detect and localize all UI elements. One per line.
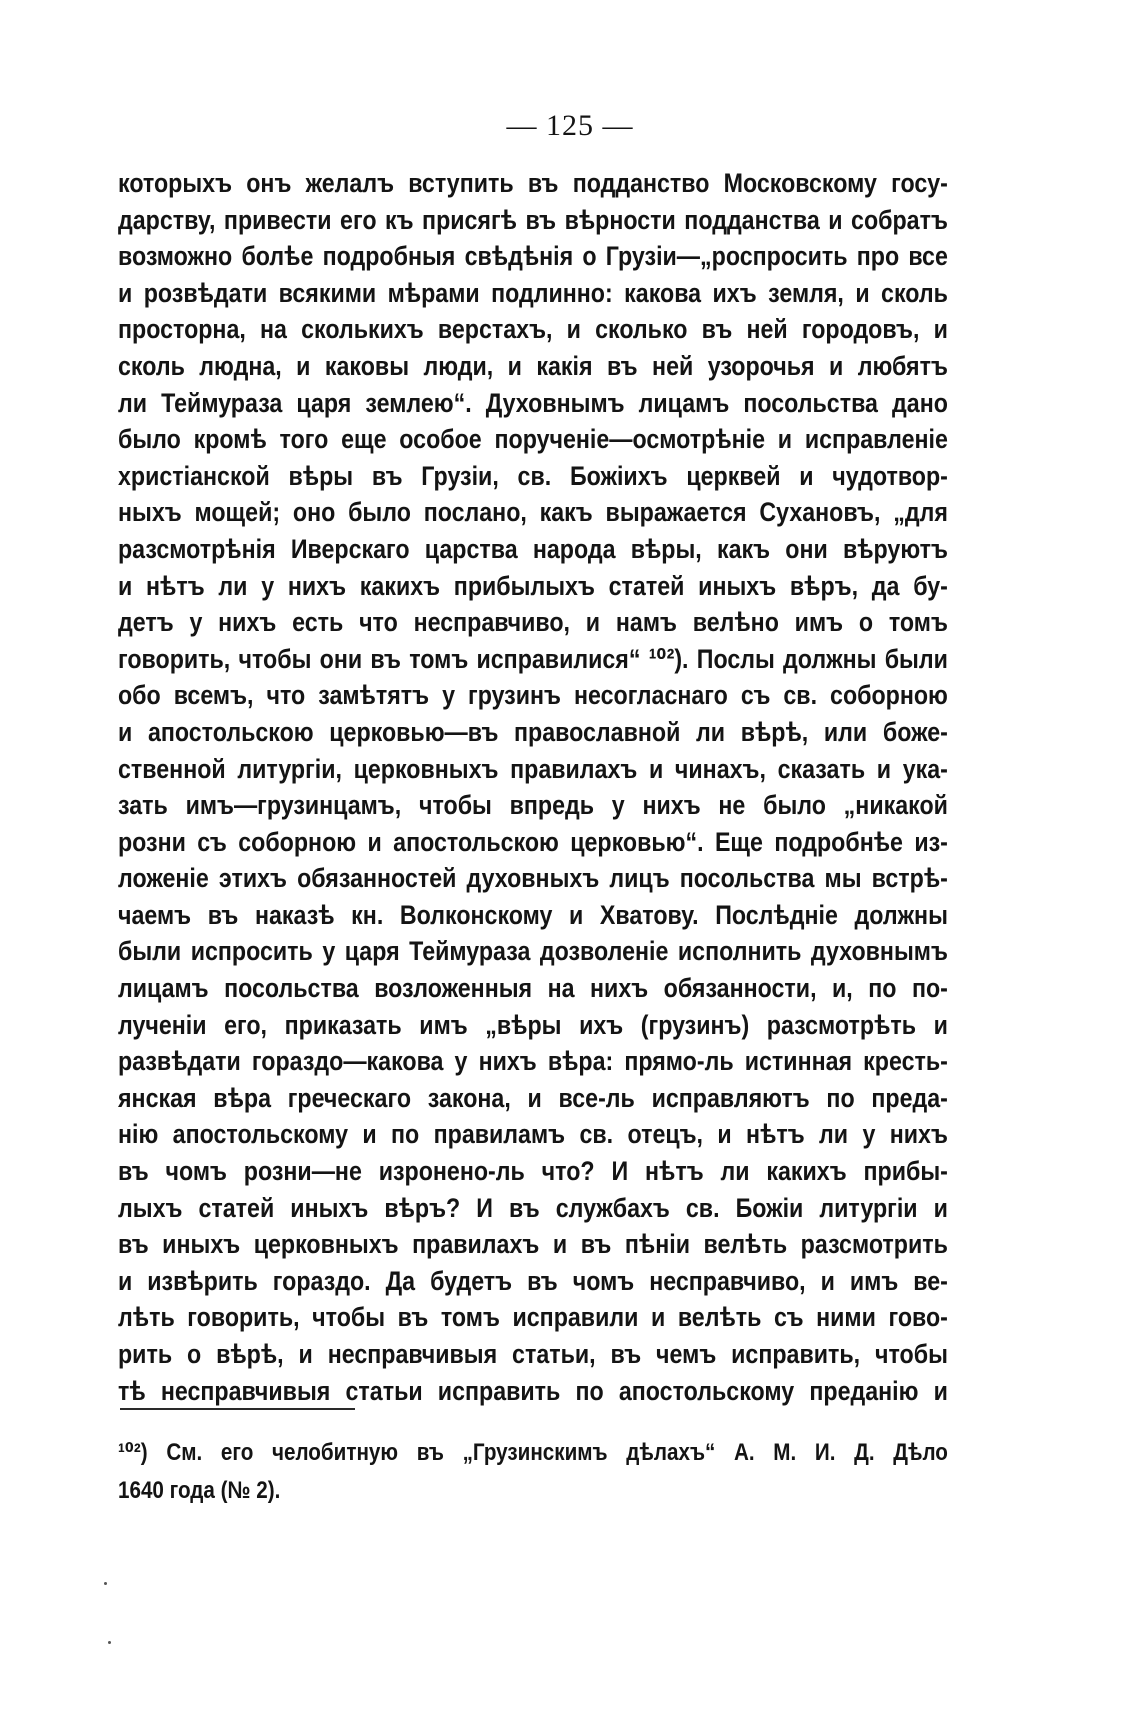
text-line: ложеніе этихъ обязанностей духовныхъ лицъ посольства мы встрѣ- bbox=[118, 863, 948, 894]
footnote-divider bbox=[120, 1408, 355, 1410]
text-line: обо всемъ, что замѣтятъ у грузинъ несогласнаго съ св. соборною bbox=[118, 680, 948, 711]
text-line: и нѣтъ ли у нихъ какихъ прибылыхъ статей иныхъ вѣръ, да бу- bbox=[118, 570, 948, 601]
text-line: ли Теймураза царя землею“. Духовнымъ лицамъ посольства дано bbox=[118, 387, 948, 418]
print-speck bbox=[104, 1582, 107, 1585]
text-line: христіанской вѣры въ Грузіи, св. Божіихъ церквей и чудотвор- bbox=[118, 460, 948, 491]
text-line: разсмотрѣнія Иверскаго царства народа вѣры, какъ они вѣруютъ bbox=[118, 533, 948, 564]
text-line: лыхъ статей иныхъ вѣръ? И въ службахъ св. Божіи литургіи и bbox=[118, 1192, 948, 1223]
text-line: лицамъ посольства возложенныя на нихъ обязанности, и, по по- bbox=[118, 973, 948, 1004]
text-line: ственной литургіи, церковныхъ правилахъ и чинахъ, сказать и ука- bbox=[118, 753, 948, 784]
text-line: лученіи его, приказать имъ „вѣры ихъ (грузинъ) разсмотрѣть и bbox=[118, 1009, 948, 1040]
text-line: было кромѣ того еще особое порученіе—осмотрѣніе и исправленіе bbox=[118, 424, 948, 455]
text-line: рить о вѣрѣ, и несправчивыя статьи, въ чемъ исправить, чтобы bbox=[118, 1339, 948, 1369]
text-line: розни съ соборною и апостольскою церковью“. Еще подробнѣе из- bbox=[118, 826, 948, 857]
text-line: зать имъ—грузинцамъ, чтобы впредь у нихъ не было „никакой bbox=[118, 790, 948, 821]
text-line: и извѣрить гораздо. Да будетъ въ чомъ несправчиво, и имъ ве- bbox=[118, 1265, 948, 1296]
footnote-line: 1640 года (№ 2). bbox=[118, 1477, 281, 1504]
text-line: тѣ несправчивыя статьи исправить по апостольскому преданію и bbox=[118, 1375, 948, 1406]
text-line: возможно болѣе подробныя свѣдѣнія о Грузіи—„роспросить про все bbox=[118, 241, 948, 272]
footnote-line: ¹⁰²) См. его челобитную въ „Грузинскимъ дѣлахъ“ А. М. И. Д. Дѣло bbox=[118, 1439, 948, 1466]
text-line: ныхъ мощей; оно было послано, какъ выражается Сухановъ, „для bbox=[118, 497, 948, 528]
footnote bbox=[118, 1434, 948, 1510]
text-line: нію апостольскому и по правиламъ св. отецъ, и нѣтъ ли у нихъ bbox=[118, 1119, 948, 1150]
page-number: — 125 — bbox=[506, 109, 634, 142]
text-line: въ чомъ розни—не изронено-ль что? И нѣтъ ли какихъ прибы- bbox=[118, 1156, 948, 1187]
text-line: просторна, на сколькихъ верстахъ, и сколько въ ней городовъ, и bbox=[118, 314, 948, 345]
text-line: чаемъ въ наказѣ кн. Волконскому и Хватову. Послѣдніе должны bbox=[118, 899, 948, 930]
text-line: сколь людна, и каковы люди, и какія въ ней узорочья и любятъ bbox=[118, 350, 948, 381]
text-line: развѣдати гораздо—какова у нихъ вѣра: прямо-ль истинная кресть- bbox=[118, 1046, 948, 1077]
text-line: дарству, привести его къ присягѣ въ вѣрности подданства и собратъ bbox=[118, 204, 948, 235]
text-line: и апостольскою церковью—въ православной ли вѣрѣ, или боже- bbox=[118, 716, 948, 747]
text-line: янская вѣра греческаго закона, и все-ль исправляютъ по преда- bbox=[118, 1082, 948, 1113]
text-line: которыхъ онъ желалъ вступить въ подданство Московскому госу- bbox=[118, 168, 948, 198]
text-line: въ иныхъ церковныхъ правилахъ и въ пѣніи велѣть разсмотрить bbox=[118, 1229, 948, 1260]
print-speck bbox=[108, 1641, 111, 1644]
text-line: детъ у нихъ есть что несправчиво, и намъ велѣно имъ о томъ bbox=[118, 607, 948, 638]
text-line: и розвѣдати всякими мѣрами подлинно: какова ихъ земля, и сколь bbox=[118, 277, 948, 308]
text-line: говорить, чтобы они въ томъ исправилися“ ¹⁰²). Послы должны были bbox=[118, 643, 948, 674]
main-text bbox=[118, 165, 948, 1409]
text-line: были испросить у царя Теймураза дозволеніе исполнить духовнымъ bbox=[118, 936, 948, 967]
text-line: лѣть говорить, чтобы въ томъ исправили и велѣть съ ними гово- bbox=[118, 1302, 948, 1333]
